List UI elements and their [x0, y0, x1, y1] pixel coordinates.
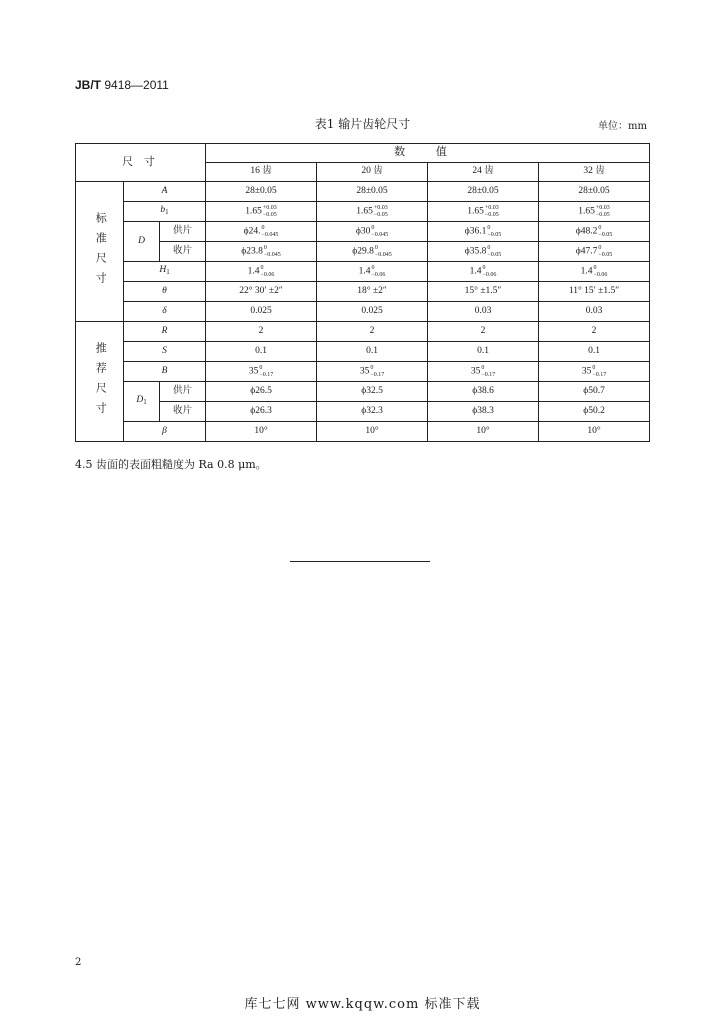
- group-standard: 标准尺寸: [76, 182, 124, 322]
- cell: ϕ38.6: [428, 382, 539, 402]
- teeth-32-header: 32 齿: [539, 163, 650, 182]
- upper-deviation: 0: [481, 365, 485, 371]
- cell: [539, 242, 650, 262]
- cell: 0.03: [539, 302, 650, 322]
- footer-watermark: 库七七网 www.kqqw.com 标准下载: [244, 997, 481, 1012]
- tolerance-stack: [372, 265, 386, 278]
- teeth-24-header: 24 齿: [428, 163, 539, 182]
- cell: 0.025: [206, 302, 317, 322]
- sub-label: 收片: [160, 402, 206, 422]
- tolerance-stack: [259, 365, 273, 378]
- lower-deviation: −0.05: [373, 211, 388, 218]
- lower-deviation: −0.06: [482, 271, 497, 278]
- row-symbol: [124, 202, 206, 222]
- teeth-20-header: 20 齿: [317, 163, 428, 182]
- header-dimension: 尺 寸: [76, 144, 206, 182]
- tolerance-base: ϕ24.: [243, 226, 261, 237]
- lower-deviation: −0.05: [598, 231, 613, 238]
- table-caption: 表1 输片齿轮尺寸: [314, 117, 411, 131]
- tolerance-stack: [262, 225, 279, 238]
- symbol-subscript: 1: [166, 268, 170, 277]
- tolerance-stack: [264, 245, 281, 258]
- tolerance-base: ϕ47.7: [575, 246, 598, 257]
- cell: [317, 222, 428, 242]
- tolerance-base: ϕ36.1: [464, 226, 487, 237]
- cell: [317, 362, 428, 382]
- row-symbol: θ: [124, 282, 206, 302]
- tolerance-base: ϕ30: [355, 226, 371, 237]
- tolerance-base: 1.65: [467, 206, 484, 217]
- lower-deviation: −0.17: [370, 371, 385, 378]
- cell: [539, 202, 650, 222]
- lower-deviation: −0.17: [481, 371, 496, 378]
- cell: 0.1: [428, 342, 539, 362]
- lower-deviation: −0.06: [371, 271, 386, 278]
- tolerance-base: ϕ29.8: [352, 246, 374, 257]
- symbol: H: [159, 265, 167, 276]
- cell: 18° ±2″: [317, 282, 428, 302]
- cell: [428, 242, 539, 262]
- tolerance-stack: [592, 365, 606, 378]
- tolerance-stack: [375, 245, 392, 258]
- upper-deviation: 0: [263, 245, 267, 251]
- tolerance-stack: [371, 225, 388, 238]
- cell: ϕ26.3: [206, 402, 317, 422]
- upper-deviation: +0.03: [373, 205, 388, 211]
- cell: 0.03: [428, 302, 539, 322]
- document-header: [75, 78, 169, 92]
- cell: ϕ26.5: [206, 382, 317, 402]
- upper-deviation: 0: [374, 245, 378, 251]
- tolerance-base: 1.65: [578, 206, 595, 217]
- cell: [206, 362, 317, 382]
- lower-deviation: −0.05: [487, 231, 502, 238]
- symbol-subscript: 1: [143, 398, 147, 407]
- cell: 2: [206, 322, 317, 342]
- cell: [539, 262, 650, 282]
- tolerance-base: 1.4: [469, 266, 482, 277]
- tolerance-stack: [594, 265, 608, 278]
- tolerance-stack: [485, 205, 499, 218]
- cell: 28±0.05: [428, 182, 539, 202]
- cell: ϕ38.3: [428, 402, 539, 422]
- tolerance-stack: [487, 225, 501, 238]
- upper-deviation: 0: [370, 365, 374, 371]
- tolerance-base: 1.4: [358, 266, 371, 277]
- tolerance-base: 1.65: [245, 206, 262, 217]
- row-symbol: S: [124, 342, 206, 362]
- cell: [428, 262, 539, 282]
- cell: [317, 262, 428, 282]
- cell: 10°: [539, 422, 650, 442]
- cell: [206, 202, 317, 222]
- upper-deviation: 0: [592, 365, 596, 371]
- sub-label: 收片: [160, 242, 206, 262]
- tolerance-stack: [483, 265, 497, 278]
- cell: 10°: [206, 422, 317, 442]
- cell: 2: [428, 322, 539, 342]
- symbol: b: [160, 205, 166, 216]
- lower-deviation: −0.17: [592, 371, 607, 378]
- tolerance-stack: [263, 205, 277, 218]
- upper-deviation: 0: [487, 245, 491, 251]
- upper-deviation: 0: [482, 265, 486, 271]
- cell: [206, 222, 317, 242]
- tolerance-stack: [487, 245, 501, 258]
- sub-label: 供片: [160, 222, 206, 242]
- cell: 10°: [317, 422, 428, 442]
- cell: 0.1: [206, 342, 317, 362]
- standard-number: 9418—2011: [104, 78, 169, 92]
- tolerance-stack: [598, 225, 612, 238]
- cell: 28±0.05: [539, 182, 650, 202]
- row-symbol: β: [124, 422, 206, 442]
- tolerance-base: 1.4: [247, 266, 260, 277]
- cell: 10°: [428, 422, 539, 442]
- cell: [428, 362, 539, 382]
- cell: 28±0.05: [317, 182, 428, 202]
- row-symbol: R: [124, 322, 206, 342]
- tolerance-base: ϕ35.8: [464, 246, 487, 257]
- group-recommended: 推荐尺寸: [76, 322, 124, 442]
- tolerance-base: ϕ23.8: [241, 246, 263, 257]
- upper-deviation: 0: [261, 225, 265, 231]
- upper-deviation: 0: [260, 265, 264, 271]
- header-values: 数 值: [206, 144, 650, 163]
- teeth-16-header: 16 齿: [206, 163, 317, 182]
- cell: [428, 202, 539, 222]
- lower-deviation: −0.05: [598, 251, 613, 258]
- cell: 0.025: [317, 302, 428, 322]
- tolerance-base: 35: [470, 366, 481, 377]
- cell: 22° 30′ ±2″: [206, 282, 317, 302]
- cell: [539, 362, 650, 382]
- row-symbol: A: [124, 182, 206, 202]
- tolerance-base: 35: [359, 366, 370, 377]
- cell: [206, 242, 317, 262]
- upper-deviation: 0: [593, 265, 597, 271]
- cell: [317, 242, 428, 262]
- tolerance-stack: [261, 265, 275, 278]
- lower-deviation: −0.06: [260, 271, 275, 278]
- row-symbol: [124, 262, 206, 282]
- lower-deviation: −0.17: [259, 371, 274, 378]
- cell: [206, 262, 317, 282]
- symbol-subscript: 1: [165, 208, 169, 217]
- cell: 15° ±1.5″: [428, 282, 539, 302]
- lower-deviation: −0.045: [374, 251, 392, 258]
- end-rule: [290, 561, 430, 562]
- row-symbol: D: [124, 222, 160, 262]
- cell: 0.1: [539, 342, 650, 362]
- upper-deviation: 0: [598, 225, 602, 231]
- tolerance-stack: [374, 205, 388, 218]
- lower-deviation: −0.045: [263, 251, 281, 258]
- row-symbol: B: [124, 362, 206, 382]
- tolerance-base: 1.4: [580, 266, 593, 277]
- page-number: 2: [75, 957, 82, 968]
- row-symbol: δ: [124, 302, 206, 322]
- tolerance-base: 35: [248, 366, 259, 377]
- cell: ϕ32.5: [317, 382, 428, 402]
- tolerance-base: 1.65: [356, 206, 373, 217]
- lower-deviation: −0.05: [262, 211, 277, 218]
- tolerance-base: ϕ48.2: [575, 226, 598, 237]
- tolerance-stack: [370, 365, 384, 378]
- row-symbol: [124, 382, 160, 422]
- cell: ϕ32.3: [317, 402, 428, 422]
- lower-deviation: −0.05: [484, 211, 499, 218]
- lower-deviation: −0.045: [261, 231, 279, 238]
- unit-label: 单位：mm: [598, 121, 647, 132]
- upper-deviation: 0: [371, 225, 375, 231]
- upper-deviation: 0: [487, 225, 491, 231]
- upper-deviation: +0.03: [262, 205, 277, 211]
- lower-deviation: −0.06: [593, 271, 608, 278]
- sub-label: 供片: [160, 382, 206, 402]
- cell: ϕ50.2: [539, 402, 650, 422]
- tolerance-base: 35: [581, 366, 592, 377]
- cell: ϕ50.7: [539, 382, 650, 402]
- upper-deviation: +0.03: [484, 205, 499, 211]
- tolerance-stack: [598, 245, 612, 258]
- lower-deviation: −0.045: [371, 231, 389, 238]
- cell: 2: [539, 322, 650, 342]
- cell: [428, 222, 539, 242]
- cell: 0.1: [317, 342, 428, 362]
- upper-deviation: +0.03: [595, 205, 610, 211]
- surface-roughness-note: 4.5 齿面的表面粗糙度为 Ra 0.8 μm。: [75, 458, 267, 471]
- gear-dimension-table: [75, 143, 650, 442]
- upper-deviation: 0: [371, 265, 375, 271]
- upper-deviation: 0: [259, 365, 263, 371]
- symbol: D: [136, 395, 144, 406]
- tolerance-stack: [596, 205, 610, 218]
- cell: 11° 15′ ±1.5″: [539, 282, 650, 302]
- cell: [539, 222, 650, 242]
- lower-deviation: −0.05: [487, 251, 502, 258]
- cell: 28±0.05: [206, 182, 317, 202]
- cell: 2: [317, 322, 428, 342]
- tolerance-stack: [481, 365, 495, 378]
- standard-prefix: JB/T: [75, 78, 102, 92]
- lower-deviation: −0.05: [595, 211, 610, 218]
- cell: [317, 202, 428, 222]
- upper-deviation: 0: [598, 245, 602, 251]
